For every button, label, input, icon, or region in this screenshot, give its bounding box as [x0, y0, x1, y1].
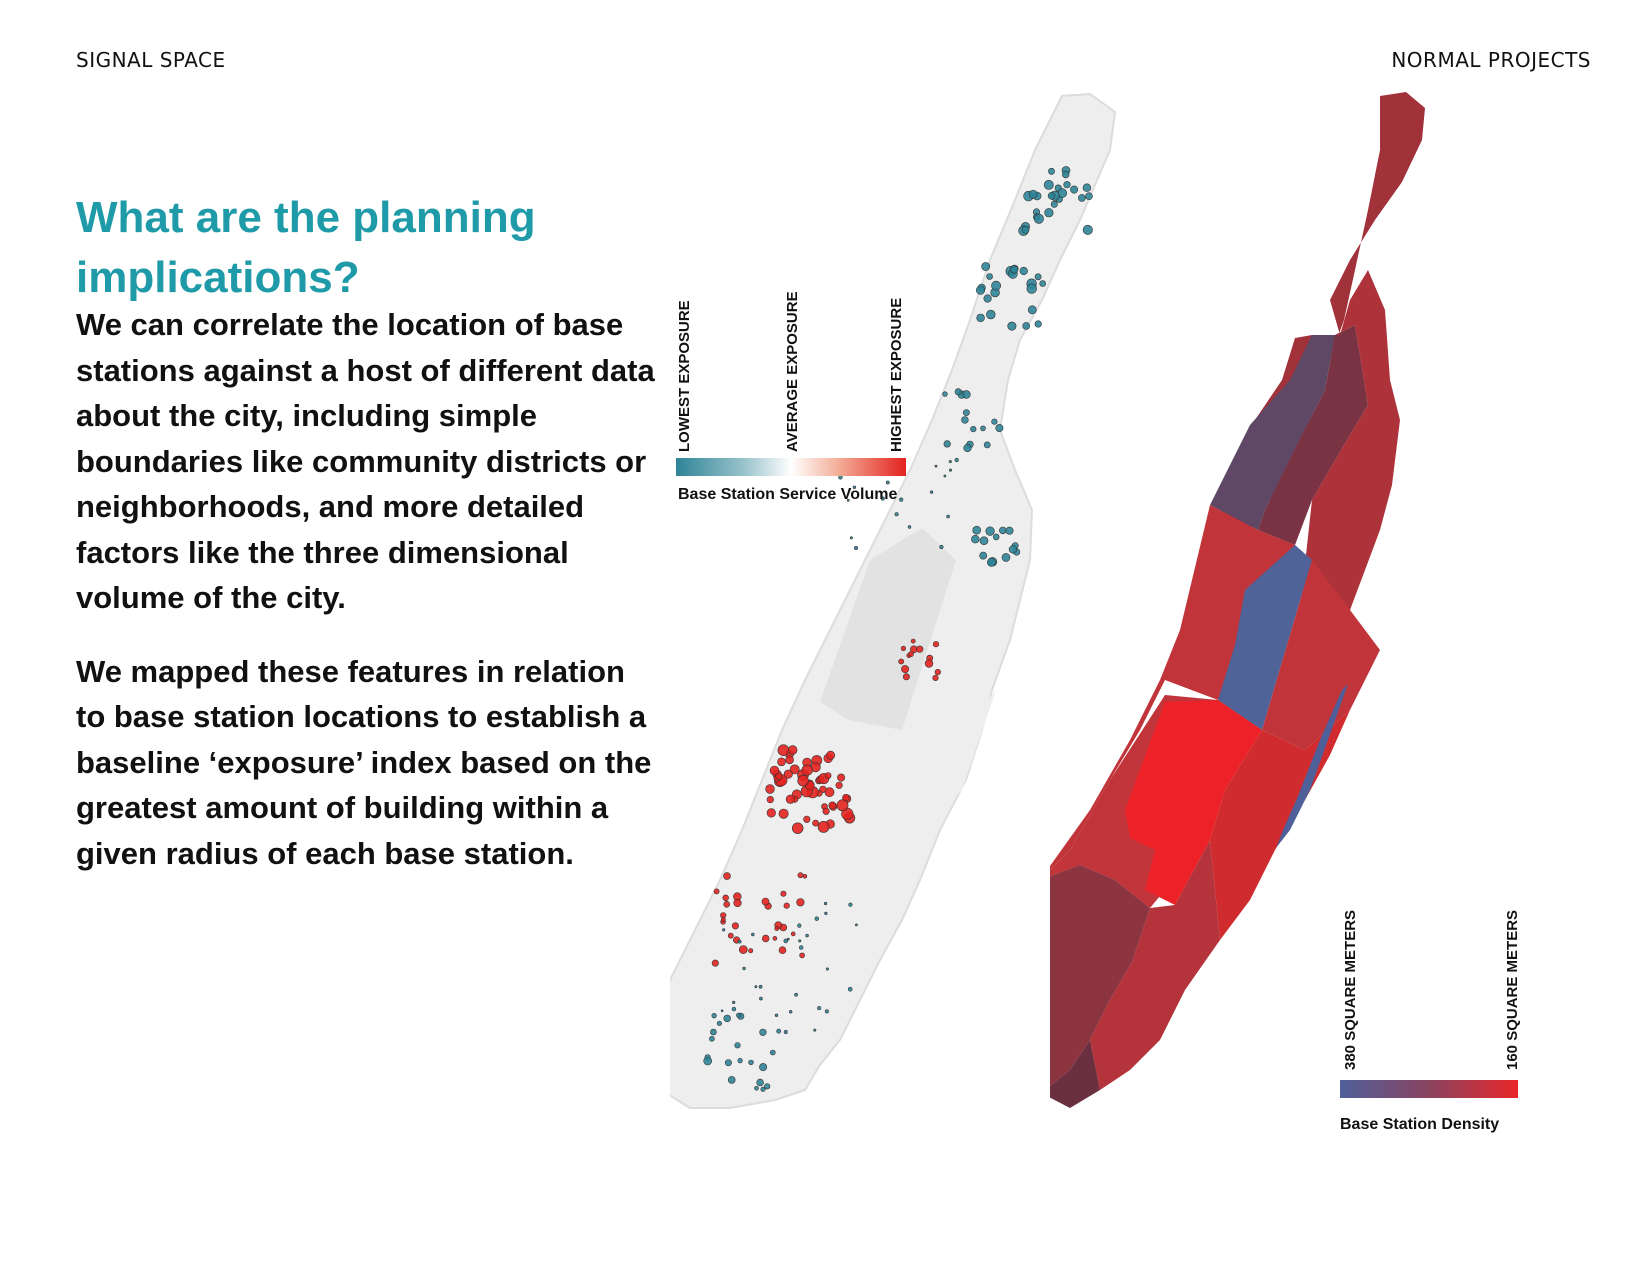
base-station-dot: [760, 1029, 767, 1036]
base-station-dot: [947, 515, 950, 518]
base-station-dot: [712, 1013, 717, 1018]
base-station-dot: [709, 1036, 714, 1041]
base-station-dot: [1023, 322, 1030, 329]
legend-highest-exposure: HIGHEST EXPOSURE: [888, 297, 905, 452]
base-station-dot: [779, 947, 786, 954]
base-station-dot: [899, 659, 904, 664]
base-station-dot: [854, 546, 857, 549]
base-station-dot: [784, 770, 792, 778]
base-station-dot: [721, 1010, 723, 1012]
base-station-dot: [784, 1030, 787, 1033]
base-station-dot: [955, 458, 959, 462]
base-station-dot: [963, 391, 971, 399]
base-station-dot: [908, 652, 913, 657]
base-station-dot: [795, 993, 798, 996]
base-station-dot: [784, 903, 790, 909]
base-station-dot: [802, 765, 813, 776]
base-station-dot: [1029, 190, 1037, 198]
base-station-dot: [798, 873, 803, 878]
base-station-dot: [996, 424, 1003, 431]
base-station-dot: [971, 535, 979, 543]
base-station-dot: [712, 960, 718, 966]
base-station-dot: [818, 1006, 821, 1009]
base-station-dot: [826, 968, 828, 970]
base-station-dot: [1040, 281, 1046, 287]
base-station-dot: [803, 874, 807, 878]
base-station-dot: [779, 809, 788, 818]
base-station-dot: [820, 786, 827, 793]
base-station-dot: [903, 674, 909, 680]
base-station-dot: [776, 773, 783, 780]
base-station-dot: [980, 552, 987, 559]
header-right-label: NORMAL PROJECTS: [1391, 48, 1591, 72]
base-station-dot: [770, 1050, 775, 1055]
base-station-dot: [976, 286, 984, 294]
base-station-dot: [788, 746, 797, 755]
base-station-dot: [963, 410, 969, 416]
base-station-dot: [916, 646, 923, 653]
legend-380-square-meters: 380 SQUARE METERS: [1342, 909, 1359, 1070]
base-station-dot: [743, 967, 746, 970]
base-station-dot: [981, 426, 986, 431]
base-station-dot: [778, 758, 786, 766]
base-station-dot: [738, 1058, 743, 1063]
base-station-dot: [984, 442, 990, 448]
base-station-dot: [787, 938, 789, 940]
base-station-dot: [721, 917, 725, 921]
base-station-dot: [710, 1029, 716, 1035]
paragraph-2: We mapped these features in relation to base station locations to establish a baseline ‘exposure’ index based on the greatest amount of building within a given radius of each base station.: [76, 653, 652, 871]
base-station-dot: [986, 310, 995, 319]
base-station-dot: [935, 465, 937, 467]
base-station-dot: [766, 785, 775, 794]
base-station-dot: [1020, 267, 1028, 275]
base-station-dot: [823, 808, 830, 815]
base-station-dot: [775, 1014, 778, 1017]
base-station-dot: [1027, 284, 1037, 294]
base-station-dot: [986, 527, 995, 536]
base-station-dot: [764, 1084, 770, 1090]
base-station-dot: [837, 800, 848, 811]
base-station-dot: [901, 665, 908, 672]
base-station-dot: [999, 527, 1006, 534]
base-station-dot: [935, 669, 941, 675]
base-station-dot: [749, 1060, 754, 1065]
base-station-dot: [724, 1015, 731, 1022]
base-station-dot: [728, 933, 733, 938]
base-station-dot: [755, 1086, 759, 1090]
page-title: What are the planning implications?: [76, 193, 536, 302]
base-station-dot: [1011, 266, 1018, 273]
base-station-dot: [724, 873, 731, 880]
base-station-dot: [933, 675, 939, 681]
density-gradient-bar: [1340, 1080, 1518, 1098]
base-station-dot: [759, 1063, 766, 1070]
base-station-dot: [901, 646, 906, 651]
paragraph-1: We can correlate the location of base stations against a host of different data about the city, including simple boundaries like community districts or neighborhoods, and more detailed factors like the three dimensional volume of the city.: [76, 307, 655, 615]
base-station-dot: [984, 295, 992, 303]
base-station-dot: [855, 924, 857, 926]
base-station-dot: [777, 1029, 781, 1033]
base-station-dot: [1022, 226, 1029, 233]
base-station-dot: [704, 1057, 712, 1065]
base-station-dot: [992, 281, 1001, 290]
base-station-dot: [798, 775, 809, 786]
base-station-dot: [751, 933, 754, 936]
manhattan-land: [670, 94, 1115, 1108]
base-station-dot: [993, 534, 999, 540]
legend-average-exposure: AVERAGE EXPOSURE: [784, 291, 801, 452]
base-station-dot: [798, 924, 802, 928]
base-station-dot: [778, 745, 789, 756]
base-station-dot: [732, 923, 738, 929]
base-station-dot: [786, 756, 794, 764]
base-station-dot: [1006, 527, 1013, 534]
legend-lowest-exposure: LOWEST EXPOSURE: [676, 300, 693, 452]
base-station-dot: [962, 417, 969, 424]
base-station-dot: [789, 1010, 792, 1013]
base-station-dot: [814, 1029, 816, 1031]
base-station-dot: [925, 660, 933, 668]
base-station-dot: [930, 491, 933, 494]
base-station-dot: [775, 926, 779, 930]
base-station-dot: [825, 773, 831, 779]
base-station-dot: [908, 526, 911, 529]
base-station-dot: [837, 774, 844, 781]
base-station-dot: [759, 997, 762, 1000]
base-station-dot: [824, 902, 827, 905]
base-station-dot: [767, 809, 776, 818]
base-station-dot: [714, 889, 719, 894]
base-station-dot: [944, 475, 946, 477]
base-station-dot: [849, 903, 853, 907]
base-station-dot: [804, 816, 811, 823]
base-station-dot: [987, 274, 993, 280]
base-station-dot: [734, 899, 742, 907]
base-station-dot: [813, 820, 819, 826]
base-station-dot: [773, 936, 777, 940]
base-station-dot: [732, 1007, 736, 1011]
base-station-dot: [895, 513, 898, 516]
base-station-dot: [732, 1001, 735, 1004]
base-station-dot: [944, 441, 951, 448]
base-station-dot: [749, 949, 753, 953]
base-station-dot: [1035, 274, 1041, 280]
base-station-dot: [735, 1043, 741, 1049]
base-station-dot: [797, 899, 805, 907]
base-station-dot: [940, 545, 944, 549]
base-station-dot: [825, 912, 828, 915]
base-station-dot: [933, 641, 939, 647]
base-station-dot: [722, 929, 725, 932]
base-station-dot: [826, 751, 834, 759]
base-station-dot: [1028, 306, 1036, 314]
base-station-dot: [848, 987, 852, 991]
base-station-dot: [1008, 322, 1016, 330]
base-station-dot: [1035, 321, 1042, 328]
density-legend: [1340, 890, 1540, 1133]
base-station-dot: [825, 1010, 828, 1013]
base-station-dot: [739, 946, 747, 954]
base-station-dot: [992, 419, 998, 425]
header-left-label: SIGNAL SPACE: [76, 48, 226, 72]
base-station-dot: [725, 1060, 731, 1066]
base-station-dot: [786, 795, 795, 804]
base-station-dot: [977, 314, 985, 322]
base-station-dot: [781, 891, 786, 896]
base-station-dot: [815, 917, 819, 921]
base-station-dot: [717, 1021, 722, 1026]
base-station-dot: [723, 895, 729, 901]
base-station-dot: [964, 444, 972, 452]
base-station-dot: [980, 537, 988, 545]
base-station-dot: [724, 901, 730, 907]
base-station-dot: [755, 986, 757, 988]
base-station-dot: [1034, 214, 1043, 223]
base-station-dot: [973, 526, 981, 534]
base-station-dot: [1002, 553, 1010, 561]
base-station-dot: [806, 934, 809, 937]
legend-160-square-meters: 160 SQUARE METERS: [1504, 909, 1521, 1070]
exposure-gradient-bar: [676, 458, 906, 476]
base-station-dot: [949, 469, 951, 471]
base-station-dot: [850, 537, 852, 539]
density-legend-caption: Base Station Density: [1340, 1116, 1500, 1133]
base-station-dot: [800, 953, 805, 958]
base-station-dot: [728, 1076, 735, 1083]
exposure-legend-caption: Base Station Service Volume: [678, 486, 898, 503]
base-station-dot: [955, 389, 961, 395]
base-station-dot: [759, 985, 762, 988]
base-station-dot: [799, 940, 801, 942]
base-station-dot: [818, 821, 829, 832]
base-station-dot: [767, 796, 774, 803]
base-station-dot: [738, 940, 741, 943]
base-station-dot: [943, 392, 948, 397]
base-station-dot: [757, 1079, 764, 1086]
base-station-dot: [1009, 546, 1017, 554]
base-station-dot: [736, 1013, 740, 1017]
base-station-dot: [799, 946, 803, 950]
base-station-dot: [982, 262, 990, 270]
base-station-dot: [762, 935, 769, 942]
base-station-dot: [836, 782, 843, 789]
base-station-dot: [791, 932, 795, 936]
base-station-dot: [971, 426, 977, 432]
base-station-dot: [987, 558, 995, 566]
exposure-legend: [676, 280, 916, 510]
body-text: [76, 302, 656, 904]
base-station-dot: [829, 802, 836, 809]
base-station-dot: [949, 460, 951, 462]
base-station-dot: [762, 898, 769, 905]
base-station-dot: [911, 639, 915, 643]
base-station-dot: [792, 823, 803, 834]
